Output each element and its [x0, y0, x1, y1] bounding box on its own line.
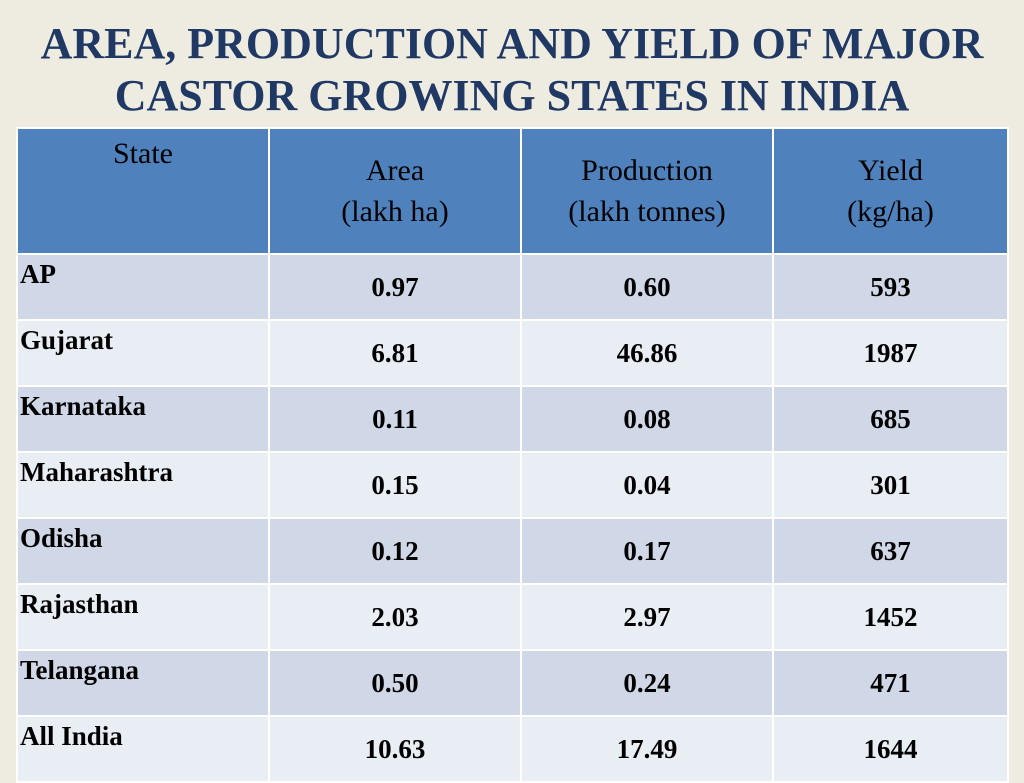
table-row-total: [17, 716, 1008, 782]
header-area: Area (lakh ha): [269, 128, 521, 254]
cell-production: 0.24: [521, 650, 773, 716]
page-title: [0, 18, 1024, 122]
table-row: [17, 452, 1008, 518]
cell-production: 0.60: [521, 254, 773, 320]
cell-area: 10.63: [269, 716, 521, 782]
cell-state: Odisha: [17, 518, 269, 584]
cell-area: 0.12: [269, 518, 521, 584]
cell-area: 0.15: [269, 452, 521, 518]
cell-production: 0.04: [521, 452, 773, 518]
cell-state: Gujarat: [17, 320, 269, 386]
cell-area: 2.03: [269, 584, 521, 650]
header-production: Production (lakh tonnes): [521, 128, 773, 254]
cell-yield: 471: [773, 650, 1008, 716]
cell-production: 2.97: [521, 584, 773, 650]
cell-state: AP: [17, 254, 269, 320]
header-state: State: [17, 128, 269, 254]
cell-state: Karnataka: [17, 386, 269, 452]
cell-yield: 685: [773, 386, 1008, 452]
cell-production: 0.08: [521, 386, 773, 452]
header-row: [17, 128, 1008, 254]
cell-area: 6.81: [269, 320, 521, 386]
cell-area: 0.11: [269, 386, 521, 452]
table-body: [17, 254, 1008, 782]
table-row: [17, 518, 1008, 584]
table-row: [17, 386, 1008, 452]
cell-yield: 1452: [773, 584, 1008, 650]
cell-area: 0.50: [269, 650, 521, 716]
cell-yield: 301: [773, 452, 1008, 518]
cell-state: Telangana: [17, 650, 269, 716]
table-header: [17, 128, 1008, 254]
cell-state: Rajasthan: [17, 584, 269, 650]
cell-state: Maharashtra: [17, 452, 269, 518]
header-yield: Yield (kg/ha): [773, 128, 1008, 254]
cell-production: 17.49: [521, 716, 773, 782]
cell-area: 0.97: [269, 254, 521, 320]
cell-yield: 1987: [773, 320, 1008, 386]
castor-data-table: [16, 127, 1009, 783]
table-row: [17, 584, 1008, 650]
cell-yield: 1644: [773, 716, 1008, 782]
table-row: [17, 320, 1008, 386]
cell-state: All India: [17, 716, 269, 782]
cell-yield: 593: [773, 254, 1008, 320]
table-row: [17, 650, 1008, 716]
title-line-1: AREA, PRODUCTION AND YIELD OF MAJOR: [40, 19, 984, 68]
table-row: [17, 254, 1008, 320]
title-line-2: CASTOR GROWING STATES IN INDIA: [114, 71, 910, 120]
cell-yield: 637: [773, 518, 1008, 584]
cell-production: 0.17: [521, 518, 773, 584]
cell-production: 46.86: [521, 320, 773, 386]
